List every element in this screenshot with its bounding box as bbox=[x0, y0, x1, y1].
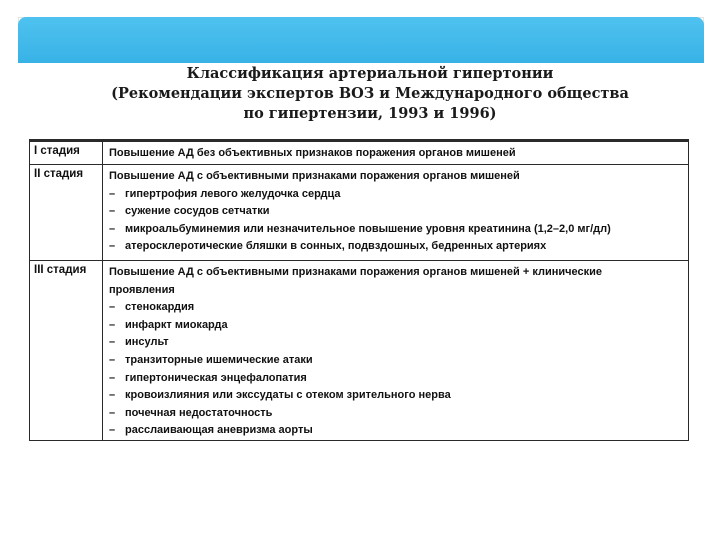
list-item: – кровоизлияния или экссудаты с отеком зрительного нерва bbox=[109, 389, 451, 402]
page-title bbox=[70, 64, 670, 124]
list-item: – гипертоническая энцефалопатия bbox=[109, 371, 307, 384]
stage-main-text: Повышение АД с объективными признаками поражения органов мишеней + клинические bbox=[109, 266, 602, 278]
list-item: – сужение сосудов сетчатки bbox=[109, 205, 270, 218]
list-item: – микроальбуминемия или незначительное повышение уровня креатинина (1,2–2,0 мг/дл) bbox=[109, 222, 611, 235]
title-line-1: Классификация артериальной гипертонии bbox=[186, 65, 554, 82]
table-row-stage-3 bbox=[30, 260, 688, 440]
list-item: – инсульт bbox=[109, 336, 169, 349]
stage-label: II стадия bbox=[34, 168, 84, 180]
table-row-stage-1 bbox=[30, 140, 688, 165]
stage-main-text: Повышение АД без объективных признаков поражения органов мишеней bbox=[109, 147, 516, 159]
stage-main-text-cont: проявления bbox=[109, 283, 175, 296]
title-line-2: (Рекомендации экспертов ВОЗ и Международного общества bbox=[111, 85, 629, 102]
list-item: – инфаркт миокарда bbox=[109, 318, 228, 331]
list-item: – расслаивающая аневризма аорты bbox=[109, 424, 313, 437]
list-item: – атеросклеротические бляшки в сонных, подвздошных, бедренных артериях bbox=[109, 240, 547, 253]
list-item: – стенокардия bbox=[109, 301, 195, 314]
stage-label: I стадия bbox=[34, 145, 80, 157]
stage-description bbox=[109, 145, 684, 163]
stage-description bbox=[109, 264, 684, 440]
stage-description bbox=[109, 168, 684, 256]
classification-table bbox=[29, 139, 689, 441]
header-band bbox=[18, 17, 704, 63]
table-row-stage-2 bbox=[30, 164, 688, 259]
title-line-3: по гипертензии, 1993 и 1996) bbox=[243, 105, 497, 122]
stage-label: III стадия bbox=[34, 264, 87, 276]
stage-main-text: Повышение АД с объективными признаками поражения органов мишеней bbox=[109, 170, 520, 182]
list-item: – гипертрофия левого желудочка сердца bbox=[109, 187, 341, 200]
list-item: – транзиторные ишемические атаки bbox=[109, 353, 313, 366]
list-item: – почечная недостаточность bbox=[109, 406, 273, 419]
